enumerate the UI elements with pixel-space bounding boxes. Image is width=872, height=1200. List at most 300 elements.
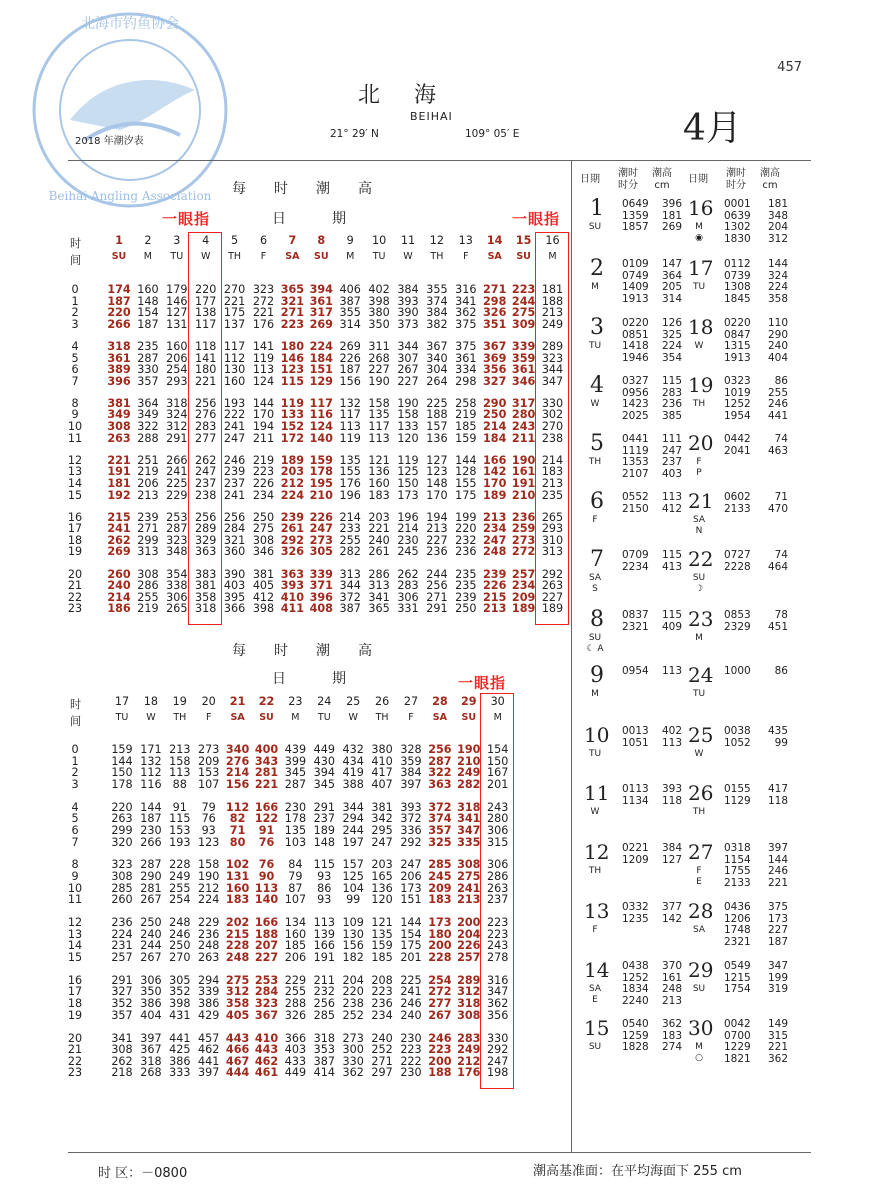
tide-time: 1302 [724,221,751,233]
tide-height-cell: 224 [198,893,220,907]
interval-label-1: 间 [70,254,82,267]
tide-height-cell: 215 [107,510,131,524]
tide-time: 2321 [724,935,751,948]
tide-height-cell: 203 [368,510,390,524]
tide-height-cell: 225 [426,396,448,410]
tide-height-cell: 276 [225,754,250,768]
day-of-week: SA [487,251,502,262]
tide-height: 384 [661,842,682,854]
tide-time: 0318 [724,842,751,854]
tide-height-cell: 348 [166,545,188,559]
tide-height-cell: 358 [225,997,250,1010]
daily-day-number: 29 [688,958,714,982]
tide-height-cell: 331 [397,602,419,616]
tide-height-cell: 312 [166,420,188,433]
tide-height: 113 [661,736,682,749]
tide-height: 144 [767,853,788,866]
tide-height-cell: 183 [368,488,390,502]
tide-height: 221 [767,1041,788,1053]
tide-height-cell: 282 [339,545,361,559]
tide-height-cell: 306 [166,590,188,604]
tide-time: 0549 [724,960,751,972]
tide-height-cell: 213 [457,893,481,907]
tide-time: 2150 [622,502,649,515]
tide-height-cell: 135 [371,927,393,941]
tide-height-cell: 219 [455,408,477,422]
tide-height-cell: 373 [397,317,419,331]
tide-height-cell: 178 [309,465,333,479]
daily-day-of-week: TU [588,749,602,759]
tide-height-cell: 225 [166,476,188,490]
tide-height-cell: 76 [258,835,275,849]
day-number: 15 [515,234,532,247]
hour-label: 19 [67,545,83,559]
tide-height-cell: 270 [169,950,191,964]
tide-height-cell: 247 [483,533,507,547]
tide-height-cell: 263 [107,431,131,445]
tide-height-cell: 263 [541,579,564,593]
day-of-week: M [493,712,502,723]
tide-height-cell: 344 [397,339,419,353]
tide-time: 0954 [622,665,649,677]
tide-height-cell: 275 [225,973,250,987]
tide-height-cell: 254 [169,893,191,907]
tide-height-cell: 194 [252,420,275,433]
tide-height-cell: 215 [225,927,250,941]
tide-height-cell: 195 [309,476,333,490]
tide-height-cell: 384 [400,766,422,780]
tide-time: 0442 [724,433,751,445]
tide-height: 86 [774,665,788,677]
tide-height-cell: 120 [397,431,419,445]
tide-time: 0013 [622,725,649,737]
tide-height-cell: 226 [339,351,361,365]
tide-height-cell: 341 [368,590,390,604]
tide-height-cell: 397 [140,1031,162,1045]
tide-height-cell: 250 [483,408,507,422]
tide-height-cell: 396 [107,374,131,388]
hour-label: 19 [67,1008,83,1022]
tide-height-cell: 314 [339,317,361,331]
tide-height-cell: 414 [313,1066,335,1080]
tide-time: 0042 [724,1018,751,1030]
tide-height-cell: 362 [455,306,477,320]
tide-time: 0220 [622,317,649,329]
tide-time: 2133 [724,502,751,515]
tide-height-cell: 226 [252,476,275,490]
tide-height-cell: 396 [309,590,333,604]
tide-height-cell: 308 [137,567,159,581]
tide-height-cell: 362 [342,1066,364,1080]
tide-height-cell: 118 [195,339,217,353]
tide-height: 246 [767,865,788,877]
tide-height: 451 [767,620,788,633]
tide-height-cell: 269 [339,339,361,353]
tide-height-cell: 244 [511,294,536,308]
daily-day-of-week: F [592,515,598,525]
tide-height-cell: 223 [400,1043,422,1057]
tide-height-cell: 361 [309,294,333,308]
month-label: 4月 [683,108,742,149]
hour-label: 3 [71,317,79,331]
tide-height-cell: 237 [223,476,246,490]
tide-height-cell: 226 [457,939,481,953]
tide-height-cell: 361 [511,363,536,377]
tide-height-cell: 273 [342,1031,364,1045]
tide-height-cell: 190 [198,870,220,883]
tide-height-cell: 297 [371,1066,393,1080]
tide-height-cell: 323 [541,351,564,365]
tide-time: 0220 [724,317,751,329]
tide-height-cell: 467 [225,1054,250,1068]
hour-label: 0 [71,743,79,756]
hour-label: 2 [71,766,79,780]
daily-day-number: 30 [688,1016,714,1040]
tide-height-cell: 349 [137,408,159,422]
tide-time: 0327 [622,375,649,387]
tide-height-cell: 308 [107,420,131,433]
tide-height-cell: 295 [371,823,393,837]
tide-height-cell: 254 [428,973,452,987]
tide-height-cell: 326 [284,1008,307,1022]
tide-height-cell: 82 [229,812,246,826]
tide-time: 1259 [622,1029,649,1042]
day-of-week: W [200,251,211,262]
tide-time: 1052 [724,736,751,749]
tide-height-cell: 213 [169,743,191,756]
tide-time: 1154 [724,853,751,866]
tide-height-cell: 246 [223,453,246,467]
tide-height: 149 [767,1018,788,1030]
tide-height-cell: 170 [483,476,507,490]
tide-height-cell: 268 [368,351,390,365]
tide-height-cell: 294 [342,812,364,826]
tide-time: 1000 [724,665,751,677]
tide-height-cell: 419 [342,766,364,780]
tide-height-cell: 293 [166,374,188,388]
tide-time: 0727 [724,549,751,561]
footer-rule [68,1152,811,1153]
daily-day-of-week: SA [588,573,602,583]
section-sub-1: 日期 [272,211,392,227]
tide-height-cell: 254 [166,363,188,377]
tide-time: 1857 [622,221,649,233]
tide-height: 248 [661,983,682,995]
daily-day-number: 22 [688,547,714,571]
tide-height-cell: 93 [317,870,332,883]
tide-height-cell: 214 [541,453,564,467]
tide-height-cell: 180 [428,927,452,941]
tide-height-cell: 235 [541,488,564,502]
tide-height-cell: 223 [280,317,305,331]
tide-height-cell: 206 [284,950,307,964]
daily-day-number: 9 [590,663,604,688]
tide-height-cell: 176 [339,476,361,490]
tide-height-cell: 354 [166,567,188,581]
tide-height-cell: 248 [169,916,191,930]
tide-height-cell: 255 [169,881,191,895]
tide-height: 187 [767,935,788,948]
tide-height-cell: 150 [111,766,133,780]
tide-height-cell: 275 [511,306,536,320]
tide-height-cell: 406 [339,283,361,296]
tide-height-cell: 173 [400,881,422,895]
tide-height-cell: 308 [252,533,275,547]
tide-height-cell: 99 [346,893,361,907]
section-title-2: 每时潮高 [232,643,400,659]
day-number: 7 [288,234,297,247]
day-number: 11 [400,234,416,247]
tide-height-cell: 144 [455,453,477,467]
tide-height-cell: 403 [223,579,246,593]
tide-time: 1134 [622,794,649,807]
tide-time: 0332 [622,901,649,913]
day-number: 14 [486,234,503,247]
tide-height-cell: 90 [258,870,275,883]
tide-height-cell: 360 [223,545,246,559]
hour-label: 15 [67,950,83,964]
tide-height-cell: 91 [172,800,187,814]
tide-height-cell: 224 [309,339,333,353]
hour-label: 20 [67,1031,83,1045]
tide-height-cell: 243 [487,800,509,814]
daily-day-of-week: SA [588,984,602,994]
header-time-2: 潮时 时分 [726,168,746,191]
tide-height-cell: 158 [169,754,191,768]
tide-height: 181 [767,198,788,210]
tide-height-cell: 340 [426,351,448,365]
tide-height-cell: 306 [487,823,509,837]
tide-height: 118 [767,794,788,807]
tide-height-cell: 369 [483,351,507,365]
tide-height-cell: 267 [397,363,419,377]
tide-time: 1913 [622,292,649,305]
tide-height-cell: 393 [400,800,422,814]
tide-height-cell: 174 [107,283,131,296]
tide-height-cell: 183 [428,893,452,907]
tide-height-cell: 289 [457,973,481,987]
tide-height: 183 [661,1029,682,1042]
tide-height-cell: 320 [111,835,133,849]
tide-height: 236 [661,398,682,410]
tide-height-cell: 159 [111,743,133,756]
tide-height-cell: 120 [371,893,393,907]
tide-height-cell: 247 [195,465,217,479]
tide-height-cell: 434 [342,754,364,768]
tide-height-cell: 123 [280,363,305,377]
tide-height-cell: 116 [309,408,333,422]
tide-height-cell: 286 [368,567,390,581]
tide-height: 71 [774,491,788,503]
tide-height-cell: 381 [371,800,393,814]
tide-height-cell: 355 [426,283,448,296]
tide-height-cell: 166 [483,453,507,467]
tide-height: 397 [767,842,788,854]
tide-height-cell: 260 [111,893,133,907]
tide-height-cell: 247 [371,835,393,849]
tide-height-cell: 363 [195,545,217,559]
tide-time: 1119 [622,444,649,457]
tide-height-cell: 153 [169,823,191,837]
tide-height-cell: 144 [111,754,133,768]
day-number: 9 [346,234,354,247]
tide-height-cell: 172 [280,431,305,445]
tide-height-cell: 398 [169,997,191,1010]
tide-height-cell: 138 [195,306,217,320]
tide-height-cell: 339 [309,567,333,581]
tide-height-cell: 239 [137,510,159,524]
daily-day-number: 21 [688,489,714,513]
tide-height-cell: 224 [111,927,133,941]
tide-height-cell: 218 [111,1066,133,1080]
tide-time: 2329 [724,620,751,633]
tide-height-cell: 357 [137,374,159,388]
tide-height-cell: 129 [309,374,333,388]
tide-height-cell: 220 [455,522,477,536]
daily-day-number: 13 [584,899,610,923]
tide-height-cell: 306 [397,590,419,604]
tide-height-cell: 366 [284,1031,307,1045]
tide-height-cell: 131 [225,870,250,883]
tide-height-cell: 124 [252,374,275,388]
tide-height-cell: 387 [339,294,361,308]
tide-height-cell: 211 [511,431,536,445]
tide-height-cell: 329 [195,533,217,547]
tide-height-cell: 398 [252,602,275,616]
tide-height-cell: 185 [455,420,477,433]
tide-height: 173 [767,912,788,925]
day-number: 5 [231,234,239,247]
tide-height-cell: 304 [426,363,448,377]
tide-height-cell: 430 [313,754,335,768]
tide-height-cell: 405 [252,579,275,593]
tide-height-cell: 257 [511,567,536,581]
tide-height-cell: 135 [368,408,390,422]
tide-height-cell: 178 [284,812,307,826]
tide-height-cell: 237 [313,812,335,826]
tide-height-cell: 133 [280,408,305,422]
tide-height-cell: 136 [368,465,390,479]
tide-height-cell: 154 [400,927,422,941]
tide-height-cell: 117 [368,420,390,433]
tide-height-cell: 150 [397,476,419,490]
hour-label-1: 时 [70,237,82,250]
tide-time: 1834 [622,983,649,995]
tide-height-cell: 266 [140,835,162,849]
tide-time: 1754 [724,983,751,995]
tide-height-cell: 393 [280,579,305,593]
tide-height-cell: 158 [368,396,390,410]
tide-time: 2240 [622,994,649,1007]
tide-time: 2107 [622,467,649,480]
tide-height-cell: 271 [483,283,507,296]
tide-height-cell: 248 [483,545,507,559]
tide-height-cell: 410 [371,754,393,768]
day-number: 27 [403,695,419,708]
hour-label: 0 [71,283,79,296]
tide-height-cell: 243 [487,939,509,953]
tide-height-cell: 384 [397,283,419,296]
tide-height-cell: 225 [400,973,422,987]
tide-height-cell: 287 [137,351,159,365]
tide-height-cell: 389 [107,363,131,377]
tide-height-cell: 280 [487,812,509,826]
daily-day-of-week: SA [692,925,706,935]
day-of-week: W [403,251,413,262]
tide-height-cell: 249 [169,870,191,883]
tide-height-cell: 80 [229,835,246,849]
datum-label: 潮高基准面：在平均海面下 255 cm [533,1164,742,1179]
hour-label: 1 [71,754,79,768]
tide-height-cell: 344 [342,800,364,814]
daily-day-of-week: F [696,457,702,467]
day-number: 24 [317,695,332,708]
tide-height: 213 [661,994,682,1007]
highlight-box-day-30 [480,693,514,1089]
tide-height-cell: 214 [339,510,361,524]
tide-height-cell: 259 [511,522,536,536]
tide-height-cell: 285 [111,881,133,895]
tide-height-cell: 288 [137,431,159,445]
tide-height-cell: 264 [426,374,448,388]
longitude: 109° 05′ E [465,128,520,140]
tide-height-cell: 240 [371,1031,393,1045]
daily-day-number: 27 [688,840,714,864]
tide-height: 115 [661,609,682,621]
daily-day-of-week: M [591,282,599,292]
moon-phase-symbol: ☽ [694,584,704,594]
tide-height-cell: 173 [428,916,452,930]
tide-height: 115 [661,375,682,387]
tide-time: 1129 [724,794,751,807]
tide-height-cell: 286 [487,870,509,883]
tide-height-cell: 306 [140,973,162,987]
tide-height-cell: 86 [317,881,332,895]
day-of-week: F [205,712,212,723]
tide-height-cell: 219 [137,602,159,616]
tide-height: 247 [661,444,682,457]
tide-time: 1051 [622,736,649,749]
daily-day-number: 18 [688,315,714,339]
tide-height-cell: 119 [252,351,275,365]
tide-height-cell: 322 [137,420,159,433]
tide-height-cell: 204 [457,927,481,941]
day-of-week: SU [259,712,274,723]
tide-height-cell: 330 [487,1031,509,1045]
hour-label: 13 [67,465,83,479]
tide-height-cell: 257 [457,950,481,964]
tide-time: 1308 [724,281,751,293]
tide-height-cell: 210 [309,488,333,502]
tide-height-cell: 339 [511,339,536,353]
tide-height-cell: 287 [428,754,452,768]
tide-height-cell: 246 [400,997,422,1010]
day-number: 19 [172,695,187,708]
tide-height: 324 [767,269,788,282]
tide-height-cell: 299 [111,823,133,837]
tide-height-cell: 187 [137,317,159,331]
tide-height-cell: 432 [342,743,364,756]
tide-height-cell: 139 [313,927,335,941]
tide-height-cell: 305 [169,973,191,987]
daily-day-of-week: SU [588,633,602,643]
tide-height: 370 [661,960,682,972]
tide-height-cell: 144 [140,800,162,814]
tide-height-cell: 412 [252,590,275,604]
tide-height-cell: 230 [140,823,162,837]
tide-height-cell: 229 [198,916,220,930]
tide-height-cell: 203 [371,858,393,872]
